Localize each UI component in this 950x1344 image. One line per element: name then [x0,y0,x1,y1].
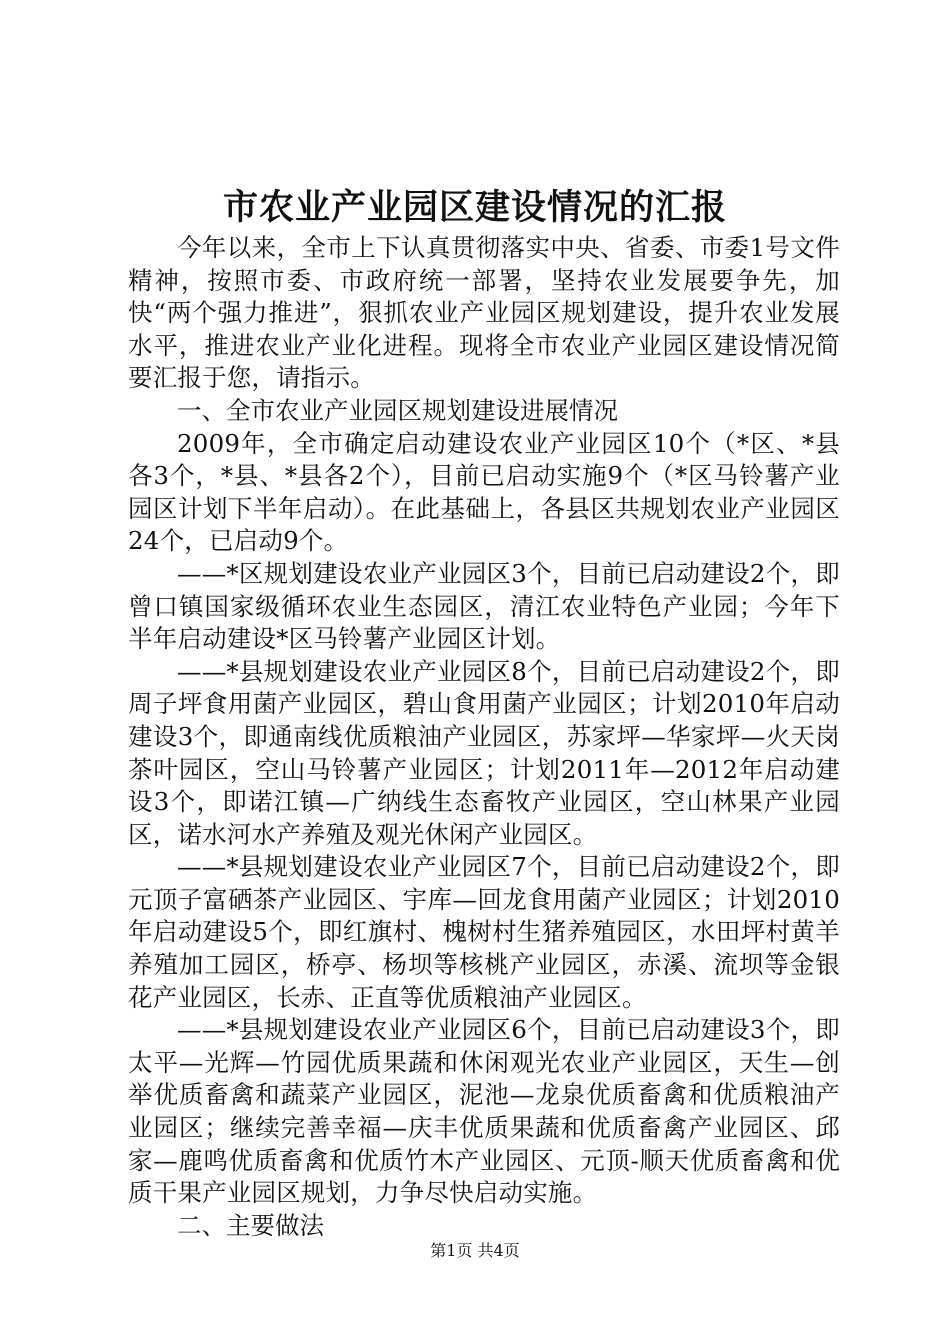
page-footer: 第1页 共4页 [430,1241,520,1260]
section-heading-2: 二、主要做法 [177,1210,324,1240]
district-paragraph-1: ——*区规划建设农业产业园区3个，目前已启动建设2个，即曾口镇国家级循环农业生态园区，清江农业特色产业园；今年下半年启动建设*区马铃薯产业园区计划。 [128,558,840,654]
document-title: 市农业产业园区建设情况的汇报 [222,187,727,228]
county-paragraph-2: ——*县规划建设农业产业园区8个，目前已启动建设2个，即周子坪食用菌产业园区，碧山食用菌产业园区；计划2010年启动建设3个，即通南线优质粮油产业园区，苏家坪—华家坪—火天岗茶叶园区，空山马铃薯产业园区；计划2011年—2012年启动建设3个，即诺江镇—广纳线生态畜牧产业园区，空山林果产业园区，诺水河水产养殖及观光休闲产业园区。 [128,656,840,849]
overview-paragraph: 2009年，全市确定启动建设农业产业园区10个（*区、*县各3个，*县、*县各2个），目前已启动实施9个（*区马铃薯产业园区计划下半年启动）。在此基础上，各县区共规划农业产业园区24个，已启动9个。 [128,428,840,556]
section-heading-1: 一、全市农业产业园区规划建设进展情况 [177,395,618,425]
intro-paragraph: 今年以来，全市上下认真贯彻落实中央、省委、市委1号文件精神，按照市委、市政府统一部署，坚持农业发展要争先，加快“两个强力推进”，狠抓农业产业园区规划建设，提升农业发展水平，推进农业产业化进程。现将全市农业产业园区建设情况简要汇报于您，请指示。 [128,233,840,393]
county-paragraph-3: ——*县规划建设农业产业园区7个，目前已启动建设2个，即元顶子富硒茶产业园区、宇库—回龙食用菌产业园区；计划2010年启动建设5个，即红旗村、槐树村生猪养殖园区，水田坪村黄羊养殖加工园区，桥亭、杨坝等核桃产业园区，赤溪、流坝等金银花产业园区，长赤、正直等优质粮油产业园区。 [128,852,840,1012]
document-body [128,232,840,1242]
county-paragraph-4: ——*县规划建设农业产业园区6个，目前已启动建设3个，即太平—光辉—竹园优质果蔬和休闲观光农业产业园区，天生—创举优质畜禽和蔬菜产业园区，泥池—龙泉优质畜禽和优质粮油产业园区；继续完善幸福—庆丰优质果蔬和优质畜禽产业园区、邱家—鹿鸣优质畜禽和优质竹木产业园区、元顶-顺天优质畜禽和优质干果产业园区规划，力争尽快启动实施。 [128,1015,840,1208]
